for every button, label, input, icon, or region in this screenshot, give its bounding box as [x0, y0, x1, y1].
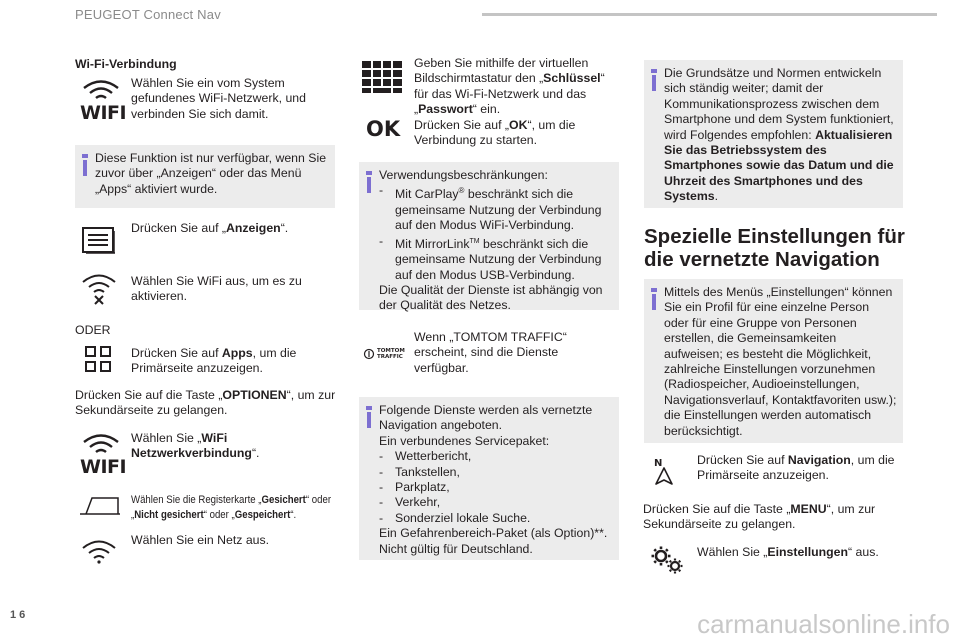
- restriction-item: - Mit CarPlay® beschränkt sich die gemeinsame Nutzung der Verbindung auf den Modus WiFi-Verbindung.: [379, 183, 602, 233]
- wifi-label: WIFI: [80, 456, 127, 478]
- navigation-icon: [653, 456, 677, 486]
- info-icon: [366, 171, 372, 193]
- oder-label: ODER: [75, 323, 111, 337]
- note-profiles-text: Mittels des Menüs „Einstellungen“ können Sie ein Profil für eine einzelne Person oder für eine Gruppe von Personen erstellen, die Gemeinsamkeiten aufweisen; es besteht die Möglichkeit, zahlreiche Einstellungen vorzunehmen (Radiospeicher, Audioeinstellungen, Navigationsverlauf, Kontaktfavoriten usw.); die Einstellungen werden automatisch berücksichtigt.: [664, 285, 897, 438]
- step-press-ok: Drücken Sie auf „OK“, um die Verbindung zu starten.: [414, 118, 576, 148]
- step-select-network: Wählen Sie ein vom System gefundenes WiFi-Netzwerk, und verbinden Sie sich damit.: [131, 76, 306, 121]
- info-icon: [651, 69, 657, 91]
- svg-text:N: N: [654, 458, 663, 469]
- note-smartphone-text: Die Grundsätze und Normen entwickeln sich ständig weiter; damit der Kommunikationsprozess zwischen dem Smartphone und dem System funktioniert, wird Folgendes empfohlen: Aktualisieren Sie das Betriebssystem des Smartphones sowie das Datum und die Uhrzeit des Smartphones und des Systems.: [664, 66, 894, 204]
- services-intro: Folgende Dienste werden als vernetzte Navigation angeboten.: [379, 403, 593, 433]
- services-footer: Ein Gefahrenbereich-Paket (als Option)**.: [379, 526, 608, 541]
- services-footer: Nicht gültig für Deutschland.: [379, 541, 533, 556]
- service-item: - Verkehr,: [379, 495, 441, 510]
- step-wifi-netzwerk: Wählen Sie „WiFi Netzwerkverbindung“.: [131, 431, 260, 461]
- services-sub: Ein verbundenes Servicepaket:: [379, 433, 550, 448]
- wifi-icon: [80, 78, 127, 124]
- info-note-services: [359, 397, 619, 560]
- step-press-navigation: Drücken Sie auf Navigation, um die Primärseite anzuzeigen.: [697, 453, 895, 483]
- tomtom-traffic-logo: TOMTOM TRAFFIC: [363, 347, 407, 361]
- wifi-label: WIFI: [80, 102, 127, 124]
- step-select-net: Wählen Sie ein Netz aus.: [131, 533, 270, 547]
- service-item: - Sonderziel lokale Suche.: [379, 510, 531, 525]
- note-text: Diese Funktion ist nur verfügbar, wenn Sie zuvor über „Anzeigen“ oder das Menü „Apps“ aktiviert wurde.: [95, 151, 327, 196]
- step-press-apps: Drücken Sie auf Apps, um die Primärseite anzuzeigen.: [131, 346, 297, 376]
- step-press-anzeigen: Drücken Sie auf „Anzeigen“.: [131, 221, 289, 235]
- para-menu: Drücken Sie auf die Taste „MENU“, um zur Sekundärseite zu gelangen.: [643, 502, 876, 532]
- list-icon: [82, 226, 116, 254]
- restrictions-footer: Die Qualität der Dienste ist abhängig von der Qualität des Netzes.: [379, 283, 603, 313]
- section-heading-wifi: Wi-Fi-Verbindung: [75, 57, 177, 71]
- info-icon: [82, 154, 88, 176]
- wifi-network-icon: [80, 538, 118, 564]
- info-icon: [366, 406, 372, 428]
- wifi-icon: [80, 432, 127, 478]
- section-heading-settings: Spezielle Einstellungen für die vernetzte Navigation: [644, 225, 905, 271]
- apps-grid-icon: [84, 345, 112, 373]
- tomtom-icon: [363, 348, 375, 360]
- ok-icon: OK: [366, 117, 401, 141]
- tomtom-info: Wenn „TOMTOM TRAFFIC“ erscheint, sind die Dienste verfügbar.: [414, 330, 567, 375]
- watermark: carmanualsonline.info: [697, 609, 950, 639]
- wifi-off-icon: [80, 272, 118, 306]
- step-select-settings: Wählen Sie „Einstellungen“ aus.: [697, 545, 879, 559]
- info-note-activation: [75, 145, 335, 208]
- page-number: 16: [10, 609, 29, 621]
- settings-gears-icon: [651, 545, 685, 575]
- service-item: - Wetterbericht,: [379, 449, 472, 464]
- info-note-restrictions: [359, 162, 619, 313]
- header-rule: [482, 13, 937, 16]
- step-enter-key: Geben Sie mithilfe der virtuellen Bildschirmtastatur den „Schlüssel“ für das Wi-Fi-Netzwerk und das „Passwort“ ein.: [414, 56, 605, 117]
- service-item: - Parkplatz,: [379, 480, 450, 495]
- keyboard-icon: [361, 60, 403, 94]
- step-tab-selection: Wählen Sie die Registerkarte „Gesichert“ oder „Nicht gesichert“ oder „Gespeichert“.: [131, 494, 332, 521]
- tab-icon: [78, 494, 122, 518]
- info-note-smartphone: [644, 60, 903, 208]
- service-item: - Tankstellen,: [379, 464, 460, 479]
- para-optionen: Drücken Sie auf die Taste „OPTIONEN“, um zur Sekundärseite zu gelangen.: [75, 388, 336, 418]
- restrictions-title: Verwendungsbeschränkungen:: [379, 168, 548, 182]
- info-icon: [651, 288, 657, 310]
- restriction-item: - Mit MirrorLink™ beschränkt sich die gemeinsame Nutzung der Verbindung auf den Modus USB-Verbindung.: [379, 233, 602, 282]
- document-header: PEUGEOT Connect Nav: [75, 7, 221, 22]
- info-note-profiles: [644, 279, 903, 443]
- step-activate-wifi: Wählen Sie WiFi aus, um es zu aktivieren.: [131, 274, 302, 304]
